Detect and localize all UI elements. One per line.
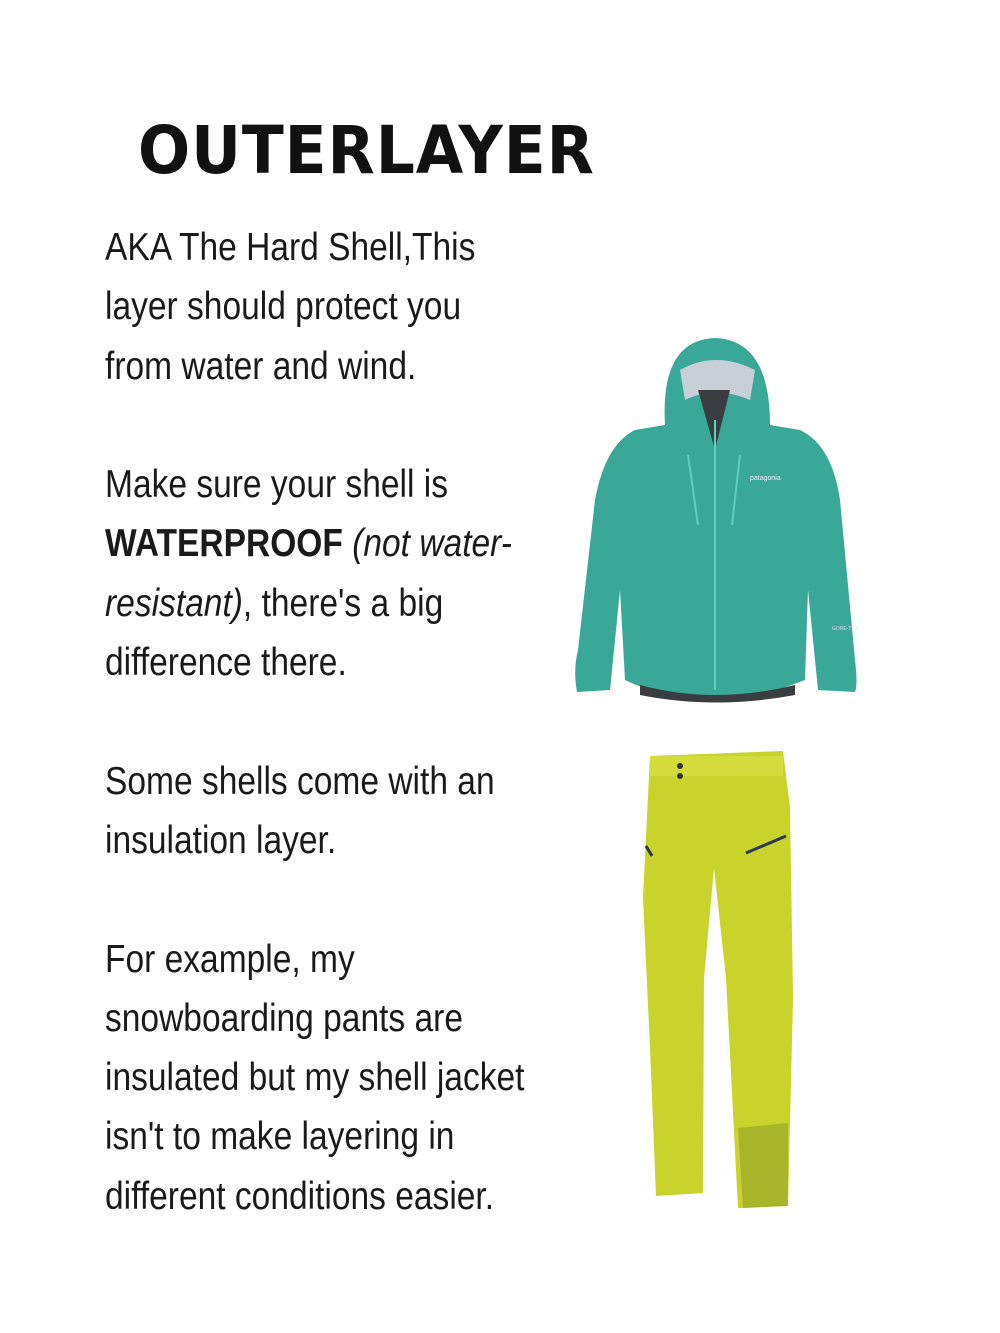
text-line: AKA The Hard Shell,This bbox=[105, 226, 476, 269]
text-line: insulation layer. bbox=[105, 818, 337, 862]
paragraph-waterproof bbox=[105, 455, 524, 692]
jacket-badge: GORE-TEX bbox=[832, 626, 859, 632]
body-text bbox=[105, 218, 524, 1226]
text-line: insulated but my shell jacket bbox=[105, 1056, 525, 1100]
text-span: , there's a big bbox=[242, 581, 444, 625]
text-line: Some shells come with an bbox=[105, 759, 495, 803]
pants-image bbox=[638, 748, 798, 1213]
paragraph-hard-shell bbox=[105, 218, 524, 396]
page-title: OUTERLAYER bbox=[138, 112, 595, 189]
jacket-image bbox=[570, 330, 870, 710]
text-line: different conditions easier. bbox=[105, 1174, 495, 1218]
text-line: from water and wind. bbox=[105, 344, 417, 388]
text-line: Make sure your shell is bbox=[105, 463, 448, 507]
text-line bbox=[105, 574, 524, 633]
text-line: For example, my bbox=[105, 937, 355, 981]
text-line: layer should protect you bbox=[105, 285, 462, 329]
text-line: difference there. bbox=[105, 641, 347, 685]
text-line bbox=[105, 514, 524, 573]
text-line: snowboarding pants are bbox=[105, 996, 464, 1040]
paragraph-insulation bbox=[105, 752, 524, 871]
italic-note: resistant) bbox=[105, 581, 243, 625]
waterproof-emphasis: WATERPROOF bbox=[105, 522, 343, 566]
jacket-logo: patagonia bbox=[750, 475, 781, 482]
text-line: isn't to make layering in bbox=[105, 1115, 455, 1159]
paragraph-example bbox=[105, 930, 524, 1226]
italic-note: (not water- bbox=[342, 522, 512, 566]
